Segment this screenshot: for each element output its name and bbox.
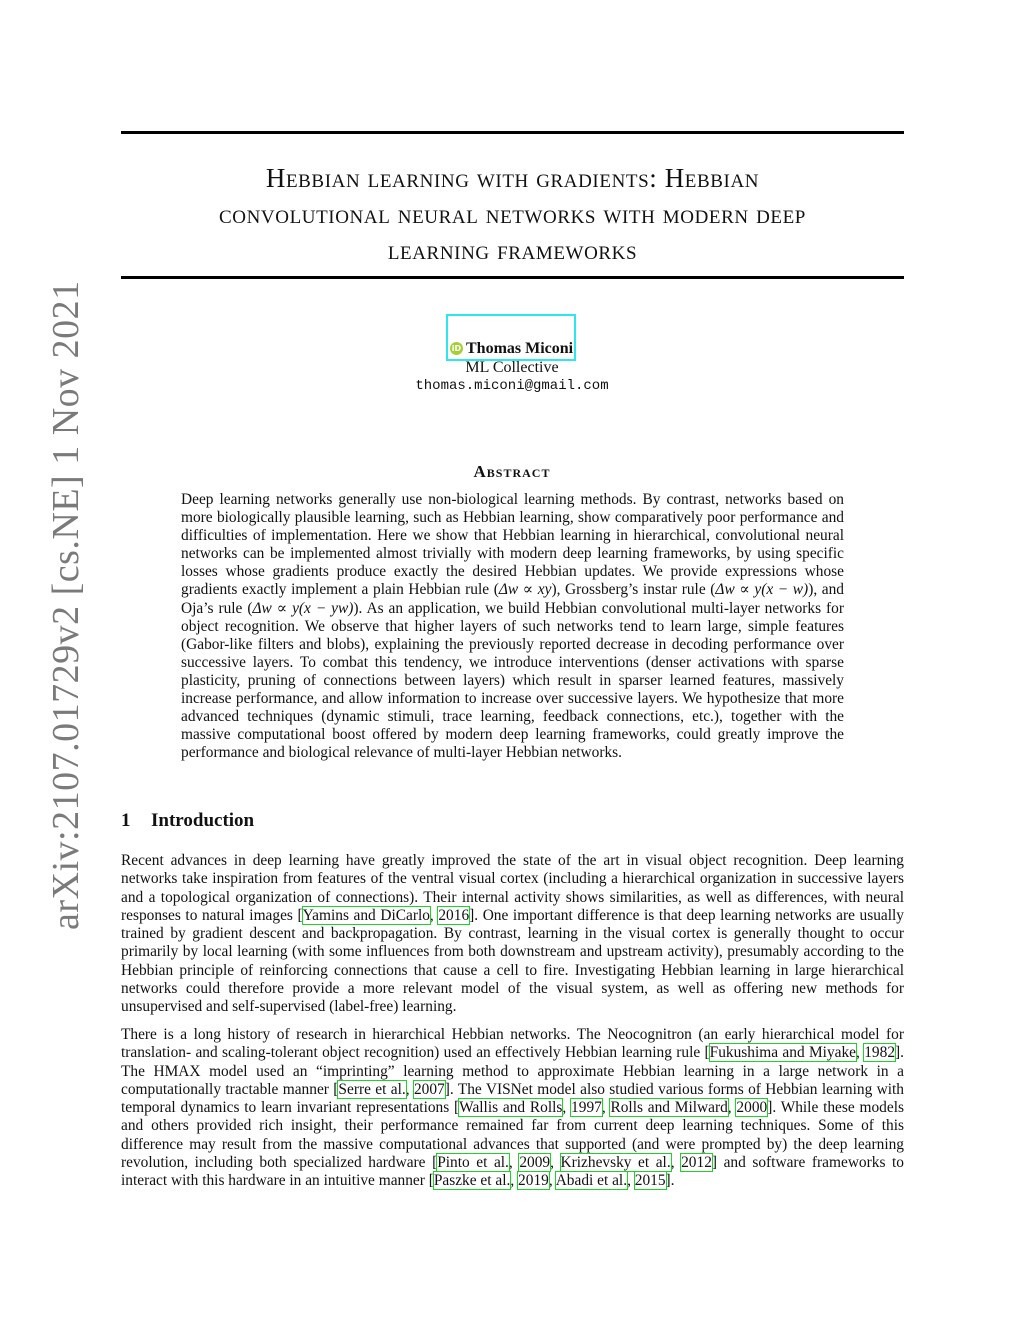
citation-year-link[interactable]: 2000	[736, 1099, 768, 1116]
title-rule-bottom	[121, 276, 904, 279]
author-email: thomas.miconi@gmail.com	[415, 378, 609, 394]
math-plain-hebbian: Δw ∝ xy	[498, 581, 552, 599]
citation-link[interactable]: Paszke et al.	[433, 1172, 511, 1189]
citation-year-link[interactable]: 2015	[634, 1172, 666, 1189]
paragraph-text: ]. One important difference is that deep learning networks are usually trained by gradient descent and backpropagation. By contrast, learning in the visual cortex is generally thought to occur primarily by local learning (with some influences from both downstream and upstream activity), presumably according to the Hebbian principle of reinforcing connections that cause a cell to fire. Investigating Hebbian learning in large hierarchical networks could therefore provide a more relevant model of the visual system, as well as offering new methods for unsupervised and self-supervised (label-free) learning.	[121, 906, 905, 1015]
citation-separator: ,	[405, 1080, 414, 1098]
paragraph-text: ]. The HMAX model used an “imprinting” learning method to approximate Hebbian learning in a large network in a computationally tractable manner [	[121, 1044, 904, 1098]
orcid-icon[interactable]: iD	[451, 344, 462, 353]
citation-separator: ,	[601, 1099, 611, 1116]
abstract-body	[181, 491, 844, 762]
section-heading-introduction	[121, 810, 254, 832]
citation-link[interactable]: Yamins and DiCarlo	[302, 906, 430, 924]
citation-separator: ,	[627, 1172, 635, 1189]
citation-separator: ,	[429, 906, 439, 924]
math-oja-rule: Δw ∝ y(x − yw)	[252, 599, 354, 617]
section-title: Introduction	[151, 810, 255, 831]
author-name[interactable]: Thomas Miconi	[466, 340, 574, 357]
citation-year-link[interactable]: 2012	[681, 1153, 712, 1171]
title-rule-top	[121, 131, 904, 134]
citation-link[interactable]: Rolls and Milward	[610, 1099, 728, 1116]
abstract-text: ). As an application, we build Hebbian convolutional multi-layer networks for object recognition. We observe that higher layers of such networks tend to learn large, simple features (Gabor-like filters and blobs), explaining the previously reported decrease in decoding performance over successive layers. To combat this tendency, we introduce interventions (denser activations with sparse plasticity, pruning of connections between layers) which result in sparser learned features, massively increase performance, and allow information to increase over successive layers. We hypothesize that more advanced techniques (dynamic stimuli, trace learning, feedback connections, etc.), together with the massive computational boost offered by modern deep learning frameworks, could greatly improve the performance and biological relevance of multi-layer Hebbian networks.	[181, 599, 844, 762]
citation-separator: ,	[670, 1153, 682, 1171]
citation-link[interactable]: Wallis and Rolls	[459, 1099, 563, 1116]
citation-year-link[interactable]: 1982	[864, 1044, 896, 1062]
abstract-text: Deep learning networks generally use non-biological learning methods. By contrast, networks based on more biologically plausible learning, such as Hebbian learning, show comparatively poor performance and difficulties of implementation. Here we show that Hebbian learning in hierarchical, convolutional neural networks can be implemented almost trivially with modern deep learning frameworks, by using specific losses whose gradients produce exactly the desired Hebbian updates. We provide expressions whose gradients exactly implement a plain Hebbian rule (	[181, 491, 844, 599]
citation-year-link[interactable]: 2019	[518, 1172, 549, 1189]
paper-title	[121, 160, 904, 268]
citation-year-link[interactable]: 2009	[519, 1153, 551, 1171]
math-instar-rule: Δw ∝ y(x − w)	[715, 581, 809, 599]
citation-separator: ,	[856, 1044, 865, 1062]
paragraph-text: There is a long history of research in hierarchical Hebbian networks. The Neocognitron (an early hierarchical model for translation- and scaling-tolerant object recognition) used an effectively Hebbian learning rule [	[121, 1026, 904, 1062]
citation-separator: ,	[510, 1172, 519, 1189]
abstract-text: ), Grossberg’s instar rule (	[551, 581, 716, 599]
intro-paragraph-2	[121, 1026, 904, 1190]
arxiv-identifier[interactable]: arXiv:2107.01729v2 [cs.NE] 1 Nov 2021	[45, 280, 87, 930]
paragraph-text: ]. While these models and others provided rich insight, their performance remained far from current deep learning techniques. Some of this difference may result from the massive computational advances that supported (and were prompted by) the deep learning revolution, including both specialized hardware [	[121, 1099, 904, 1171]
citation-year-link[interactable]: 2007	[413, 1080, 445, 1098]
title-line-1: Hebbian learning with gradients: Hebbian	[265, 163, 760, 193]
citation-link[interactable]: Fukushima and Miyake	[709, 1044, 857, 1062]
paragraph-text: Recent advances in deep learning have greatly improved the state of the art in visual object recognition. Deep learning networks take inspiration from features of the ventral visual cortex (including a hierarchical organization in successive layers and a topological organization of connections). Their internal activity shows similarities, as well as differences, with neural responses to natural images [	[121, 852, 904, 924]
citation-link[interactable]: Krizhevsky et al.	[560, 1153, 671, 1171]
citation-separator: ,	[562, 1099, 572, 1116]
paragraph-text: ]. The VISNet model also studied various forms of Hebbian learning with temporal dynamics to learn invariant representations [	[121, 1080, 905, 1116]
title-line-3: learning frameworks	[387, 235, 638, 265]
citation-link[interactable]: Pinto et al.	[437, 1153, 509, 1171]
author-affiliation: ML Collective	[465, 359, 559, 376]
paragraph-text: ].	[665, 1172, 675, 1189]
citation-link[interactable]: Serre et al.	[338, 1080, 406, 1098]
citation-year-link[interactable]: 2016	[438, 906, 470, 924]
section-number: 1	[121, 810, 131, 831]
citation-link[interactable]: Abadi et al.	[555, 1172, 628, 1189]
abstract-text: ), and Oja’s rule (	[181, 581, 845, 617]
arxiv-stamp	[0, 0, 87, 1325]
citation-separator: ,	[727, 1099, 737, 1116]
citation-separator: ,	[548, 1172, 556, 1189]
citation-separator: ,	[508, 1153, 520, 1171]
intro-paragraph-1	[121, 852, 904, 1016]
citation-year-link[interactable]: 1997	[571, 1099, 602, 1116]
abstract-heading: Abstract	[473, 462, 551, 481]
citation-separator: ,	[550, 1153, 561, 1171]
paragraph-text: ] and software frameworks to interact with this hardware in an intuitive manner [	[121, 1153, 904, 1189]
title-line-2: convolutional neural networks with modern deep	[219, 199, 806, 229]
